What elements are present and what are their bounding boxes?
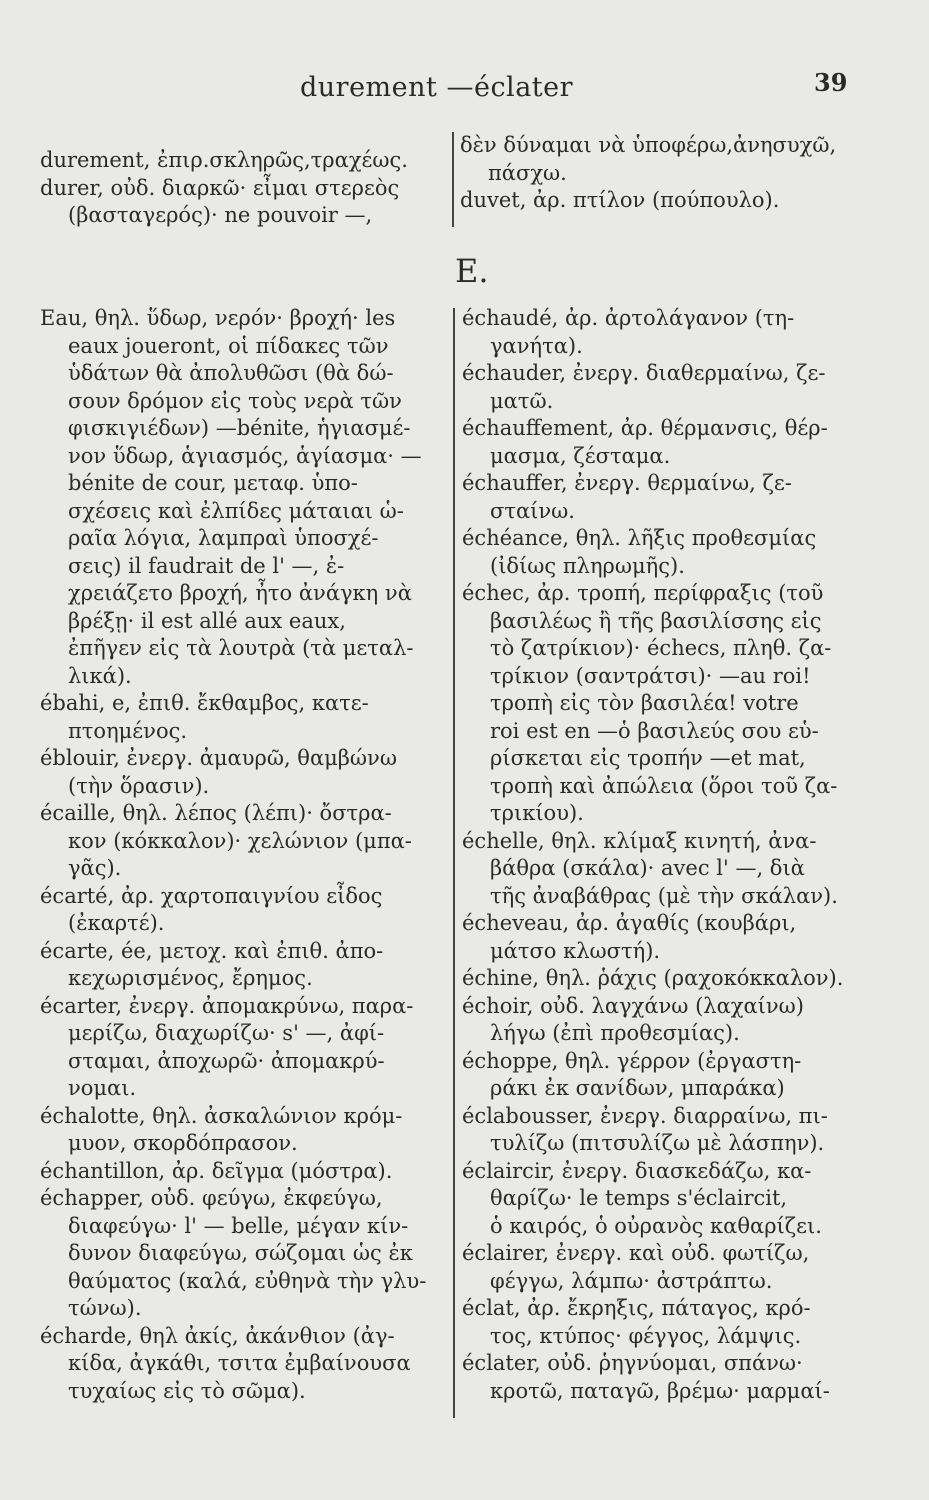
dictionary-entry [462, 1295, 900, 1350]
entry-headline: échapper, οὐδ. φεύγω, ἐκφεύγω, [40, 1186, 383, 1210]
column-divider-main [453, 308, 455, 1418]
entry-continuation-line: κίδα, ἀγκάθι, τσιτα ἐμβαίνουσα [68, 1351, 411, 1375]
entry-continuation-line: σεις) il faudrait de l' —, ἐ- [68, 553, 345, 578]
entry-headline: éblouir, ἐνεργ. ἀμαυρῶ, θαμβώνω [40, 746, 397, 770]
entry-continuation-line: χρειάζετο βροχή, ἦτο ἀνάγκη νὰ [68, 581, 412, 605]
entry-headline: écheveau, ἀρ. ἀγαθίς (κουβάρι, [462, 911, 797, 935]
dictionary-entry [40, 800, 452, 883]
entry-continuation-line: σουν δρόμον εἰς τοὺς νερὰ τῶν [68, 388, 402, 413]
dictionary-entry [40, 1103, 452, 1158]
entry-headline: éclaircir, ἐνεργ. διασκεδάζω, κα- [462, 1158, 812, 1183]
entry-continuation-line: μάτσο κλωστή). [490, 938, 661, 963]
dictionary-entry [462, 828, 900, 911]
dictionary-entry [462, 1350, 900, 1405]
entry-continuation-line: (ἰδίως πληρωμῆς). [490, 553, 685, 578]
dictionary-entry [462, 580, 900, 828]
entry-continuation-line: κον (κόκκαλον)· χελώνιον (μπα- [68, 828, 412, 853]
entry-continuation-line: κροτῶ, παταγῶ, βρέμω· μαρμαί- [490, 1378, 830, 1403]
entry-headline: échalotte, θηλ. ἀσκαλώνιον κρόμ- [40, 1103, 403, 1128]
entry-continuation-line: γᾶς). [68, 856, 122, 880]
entry-continuation-line: ραῖα λόγια, λαμπραὶ ὑποσχέ- [68, 526, 379, 550]
entry-headline: échelle, θηλ. κλίμαξ κινητή, ἀνα- [462, 828, 817, 853]
entry-headline: ébahi, e, ἐπιθ. ἔκθαμβος, κατε- [40, 691, 369, 715]
entry-headline: échoppe, θηλ. γέρρον (ἐργαστη- [462, 1048, 802, 1073]
entry-headline: échauffer, ἐνεργ. θερμαίνω, ζε- [462, 471, 792, 495]
dictionary-entry [40, 883, 452, 938]
left-column [40, 305, 452, 1405]
entry-continuation-line: σταμαι, ἀποχωρῶ· ἀπομακρύ- [68, 1048, 385, 1073]
dictionary-entry [462, 1240, 900, 1295]
entry-continuation-line: τὸ ζατρίκιον)· échecs, πληθ. ζα- [490, 636, 832, 660]
dictionary-entry [40, 745, 452, 800]
entry-headline: δὲν δύναμαι νὰ ὑποφέρω,ἀνησυχῶ, [460, 133, 837, 157]
dictionary-entry [462, 470, 900, 525]
page-header [0, 68, 929, 112]
dictionary-entry [462, 525, 900, 580]
dictionary-entry [462, 1158, 900, 1241]
dictionary-entry [40, 993, 452, 1103]
entry-continuation-line: τροπὴ καὶ ἀπώλεια (ὅροι τοῦ ζα- [490, 773, 838, 798]
dictionary-entry [462, 910, 900, 965]
entry-continuation-line: σχέσεις καὶ ἐλπίδες μάταιαι ὡ- [68, 498, 404, 523]
entry-headline: écarté, ἀρ. χαρτοπαιγνίου εἶδος [40, 883, 383, 908]
dictionary-entry [462, 1048, 900, 1103]
entry-headline: duvet, ἀρ. πτίλον (πούπουλο). [460, 188, 780, 212]
entry-continuation-line: θαρίζω· le temps s'éclaircit, [490, 1186, 788, 1210]
entry-continuation-line: βασιλέως ἢ τῆς βασιλίσσης εἰς [490, 608, 822, 633]
entry-continuation-line: βρέξῃ· il est allé aux eaux, [68, 608, 346, 633]
entry-headline: éclat, ἀρ. ἔκρηξις, πάταγος, κρό- [462, 1296, 811, 1320]
entry-headline: échine, θηλ. ῥάχις (ραχοκόκκαλον). [462, 966, 844, 990]
entry-continuation-line: τῆς ἀναβάθρας (μὲ τὴν σκάλαν). [490, 883, 838, 908]
entry-continuation-line: λήγω (ἐπὶ προθεσμίας). [490, 1021, 740, 1045]
dictionary-entry [40, 147, 450, 175]
entry-headline: échoir, οὐδ. λαγχάνω (λαχαίνω) [462, 993, 804, 1018]
entry-continuation-line: λικά). [68, 663, 132, 688]
entry-continuation-line: κεχωρισμένος, ἔρημος. [68, 966, 313, 990]
dictionary-entry [462, 965, 900, 993]
entry-headline: écaille, θηλ. λέπος (λέπι)· ὄστρα- [40, 801, 392, 825]
entry-headline: Eau, θηλ. ὕδωρ, νερόν· βροχή· les [40, 306, 396, 330]
entry-continuation-line: τυχαίως εἰς τὸ σῶμα). [68, 1378, 306, 1403]
entry-continuation-line: (ἐκαρτέ). [68, 911, 165, 935]
entry-continuation-line: πτοημένος. [68, 718, 188, 743]
entry-headline: échantillon, ἀρ. δεῖγμα (μόστρα). [40, 1158, 393, 1183]
top-left-column [40, 147, 450, 230]
dictionary-entry [462, 993, 900, 1048]
entry-continuation-line: ρίσκεται εἰς τροπήν —et mat, [490, 746, 806, 770]
page-number: 39 [814, 68, 848, 97]
dictionary-entry [462, 305, 900, 360]
entry-headline: écarte, ée, μετοχ. καὶ ἐπιθ. ἀπο- [40, 938, 384, 963]
entry-continuation-line: roi est en —ὁ βασιλεύς σου εὑ- [490, 718, 819, 743]
entry-headline: éclabousser, ἐνεργ. διαρραίνω, πι- [462, 1103, 828, 1128]
dictionary-entry [40, 690, 452, 745]
dictionary-entry [462, 1103, 900, 1158]
dictionary-entry [460, 132, 900, 187]
top-right-column [460, 132, 900, 215]
dictionary-entry [40, 1323, 452, 1406]
entry-continuation-line: μερίζω, διαχωρίζω· s' —, ἀφί- [68, 1021, 385, 1045]
entry-continuation-line: ἐπῆγεν εἰς τὰ λουτρὰ (τὰ μεταλ- [68, 636, 414, 660]
dictionary-entry [462, 360, 900, 415]
entry-continuation-line: τυλίζω (πιτσυλίζω μὲ λάσπην). [490, 1131, 825, 1155]
entry-continuation-line: bénite de cour, μεταφ. ὑπο- [68, 471, 358, 495]
entry-continuation-line: διαφεύγω· l' — belle, μέγαν κίν- [68, 1213, 409, 1238]
entry-headline: durement, ἐπιρ.σκληρῶς,τραχέως. [40, 148, 408, 172]
entry-headline: éclairer, ἐνεργ. καὶ οὐδ. φωτίζω, [462, 1241, 810, 1265]
entry-continuation-line: ὁ καιρός, ὁ οὐρανὸς καθαρίζει. [490, 1213, 822, 1238]
entry-continuation-line: νον ὕδωρ, ἁγιασμός, ἁγίασμα· — [68, 443, 422, 468]
column-divider-top [452, 132, 454, 227]
dictionary-entry [40, 305, 452, 690]
dictionary-entry [40, 1158, 452, 1186]
entry-continuation-line: δυνον διαφεύγω, σώζομαι ὡς ἐκ [68, 1241, 413, 1265]
entry-continuation-line: (βασταγερός)· ne pouvoir —, [68, 203, 373, 227]
entry-headline: éclater, οὐδ. ῥηγνύομαι, σπάνω· [462, 1351, 803, 1375]
entry-continuation-line: φέγγω, λάμπω· ἀστράπτω. [490, 1268, 773, 1293]
dictionary-entry [40, 175, 450, 230]
entry-headline: écharde, θηλ ἀκίς, ἀκάνθιον (ἀγ- [40, 1323, 395, 1348]
entry-continuation-line: ὑδάτων θὰ ἀπολυθῶσι (θὰ δώ- [68, 361, 394, 385]
entry-continuation-line: τρίκιον (σαντράτσι)· —au roi! [490, 663, 811, 688]
entry-headline: échéance, θηλ. λῆξις προθεσμίας [462, 526, 817, 550]
entry-headline: écarter, ἐνεργ. ἀπομακρύνω, παρα- [40, 993, 414, 1018]
entry-continuation-line: (τὴν ὅρασιν). [68, 773, 210, 798]
right-column [462, 305, 900, 1405]
entry-headline: échauffement, ἀρ. θέρμανσις, θέρ- [462, 416, 828, 440]
entry-continuation-line: ράκι ἐκ σανίδων, μπαράκα) [490, 1076, 785, 1100]
entry-continuation-line: νομαι. [68, 1076, 137, 1100]
letter-section-heading: E. [455, 252, 489, 290]
entry-headline: échauder, ἐνεργ. διαθερμαίνω, ζε- [462, 361, 826, 385]
entry-continuation-line: γανήτα). [490, 333, 583, 358]
entry-continuation-line: ματῶ. [490, 388, 554, 413]
entry-headline: échec, ἀρ. τροπή, περίφραξις (τοῦ [462, 581, 824, 605]
entry-headline: durer, οὐδ. διαρκῶ· εἶμαι στερεὸς [40, 175, 400, 200]
running-head: durement —éclater [300, 72, 574, 103]
entry-continuation-line: τρικίου). [490, 801, 584, 825]
entry-continuation-line: τώνω). [68, 1296, 142, 1320]
entry-continuation-line: φισκιγιέδων) —bénite, ἡγιασμέ- [68, 416, 411, 440]
dictionary-entry [40, 1185, 452, 1323]
entry-continuation-line: βάθρα (σκάλα)· avec l' —, διὰ [490, 856, 805, 880]
entry-continuation-line: σταίνω. [490, 498, 575, 523]
entry-headline: échaudé, ἀρ. ἀρτολάγανον (τη- [462, 306, 795, 330]
entry-continuation-line: eaux joueront, οἱ πίδακες τῶν [68, 333, 389, 358]
dictionary-entry [462, 415, 900, 470]
entry-continuation-line: τος, κτύπος· φέγγος, λάμψις. [490, 1323, 802, 1348]
entry-continuation-line: μασμα, ζέσταμα. [490, 443, 671, 468]
dictionary-entry [40, 938, 452, 993]
entry-continuation-line: μυον, σκορδόπρασον. [68, 1131, 298, 1155]
entry-continuation-line: πάσχω. [488, 160, 567, 185]
dictionary-entry [460, 187, 900, 215]
entry-continuation-line: θαύματος (καλά, εὐθηνὰ τὴν γλυ- [68, 1268, 427, 1293]
entry-continuation-line: τροπὴ εἰς τὸν βασιλέα! votre [490, 691, 799, 715]
